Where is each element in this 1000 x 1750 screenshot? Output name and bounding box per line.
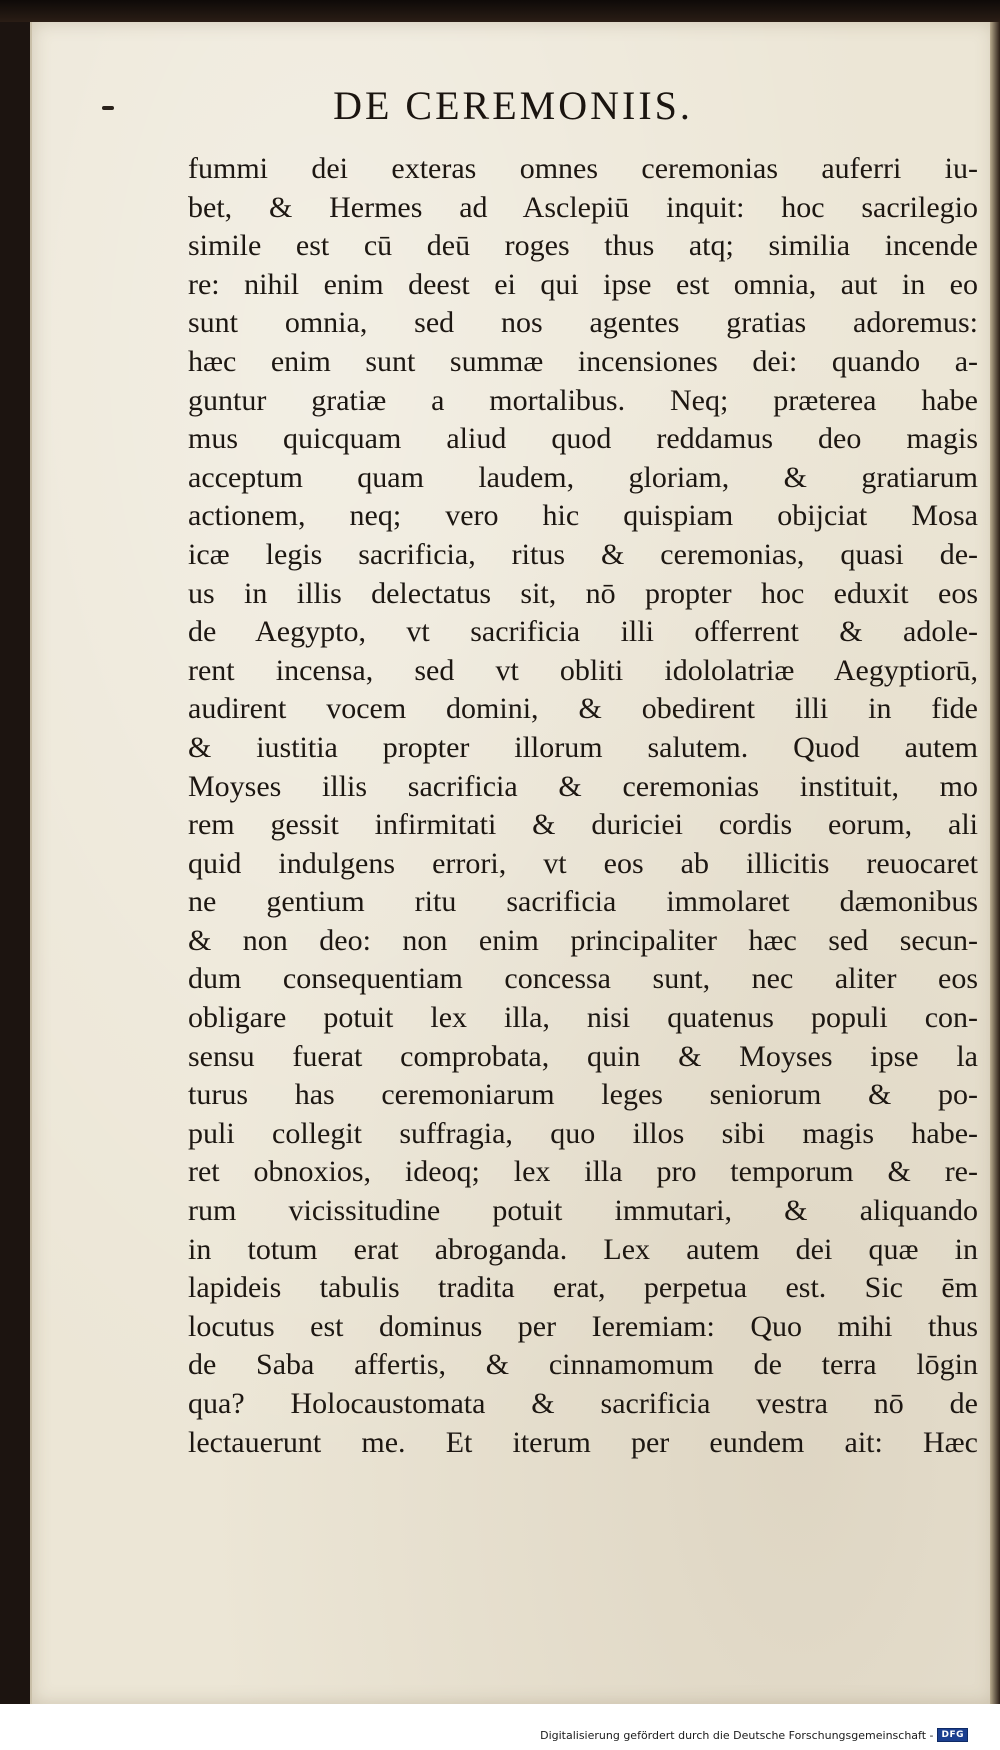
text-line: us in illis delectatus sit, nō propter hoc eduxit eos — [188, 576, 978, 610]
text-line: hæc enim sunt summæ incensiones dei: quando a- — [188, 344, 978, 378]
text-line: simile est cū deū roges thus atq; similia incende — [188, 229, 978, 263]
running-head: DE CEREMONIIS. — [333, 83, 693, 128]
text-line: dum consequentiam concessa sunt, nec aliter eos — [188, 962, 978, 996]
text-line: icæ legis sacrificia, ritus & ceremonias, quasi de- — [188, 537, 978, 571]
text-line: mus quicquam aliud quod reddamus deo magis — [188, 422, 978, 456]
text-line: turus has ceremoniarum leges seniorum & po- — [188, 1078, 978, 1112]
text-line: lectauerunt me. Et iterum per eundem ait: Hæc — [188, 1425, 978, 1459]
text-line: & iustitia propter illorum salutem. Quod autem — [188, 730, 978, 764]
text-line: fummi dei exteras omnes ceremonias auferri iu- — [188, 152, 978, 185]
text-line: in totum erat abroganda. Lex autem dei quæ in — [188, 1232, 978, 1266]
text-line: guntur gratiæ a mortalibus. Neq; præterea habe — [188, 383, 978, 417]
text-line: & non deo: non enim principaliter hæc sed secun- — [188, 923, 978, 957]
text-line: puli collegit suffragia, quo illos sibi magis habe- — [188, 1116, 978, 1150]
text-line: re: nihil enim deest ei qui ipse est omnia, aut in eo — [188, 267, 978, 301]
text-line: ne gentium ritu sacrificia immolaret dæmonibus — [188, 885, 978, 919]
text-line: bet, & Hermes ad Asclepiū inquit: hoc sacrilegio — [188, 190, 978, 224]
dfg-logo: DFG — [937, 1728, 968, 1742]
text-line: ret obnoxios, ideoq; lex illa pro temporum & re- — [188, 1155, 978, 1189]
text-line: de Aegypto, vt sacrificia illi offerrent & adole- — [188, 615, 978, 649]
text-line: rum vicissitudine potuit immutari, & aliquando — [188, 1194, 978, 1228]
text-line: obligare potuit lex illa, nisi quatenus populi con- — [188, 1001, 978, 1035]
text-line: audirent vocem domini, & obedirent illi in fide — [188, 692, 978, 726]
scan-top-edge — [0, 0, 1000, 22]
text-line: rem gessit infirmitati & duriciei cordis eorum, ali — [188, 808, 978, 842]
text-line: acceptum quam laudem, gloriam, & gratiarum — [188, 460, 978, 494]
footer-band — [0, 1704, 1000, 1750]
body-text — [188, 150, 978, 1462]
text-line: lapideis tabulis tradita erat, perpetua est. Sic ēm — [188, 1271, 978, 1305]
book-page — [30, 22, 994, 1704]
text-line: qua? Holocaustomata & sacrificia vestra nō de — [188, 1387, 978, 1420]
text-line: quid indulgens errori, vt eos ab illicitis reuocaret — [188, 846, 978, 880]
credit-text: Digitalisierung gefördert durch die Deutsche Forschungsgemeinschaft - — [540, 1728, 934, 1742]
text-line: sensu fuerat comprobata, quin & Moyses ipse la — [188, 1039, 978, 1073]
text-line: rent incensa, sed vt obliti idololatriæ Aegyptiorū, — [188, 653, 978, 687]
text-line: de Saba affertis, & cinnamomum de terra lōgin — [188, 1348, 978, 1382]
digitization-credit — [540, 1728, 968, 1742]
page-edge-shadow — [990, 22, 1000, 1704]
text-line: sunt omnia, sed nos agentes gratias adoremus: — [188, 306, 978, 340]
text-line: Moyses illis sacrificia & ceremonias instituit, mo — [188, 769, 978, 803]
text-line: locutus est dominus per Ieremiam: Quo mihi thus — [188, 1309, 978, 1343]
text-line: actionem, neq; vero hic quispiam obijciat Mosa — [188, 499, 978, 533]
